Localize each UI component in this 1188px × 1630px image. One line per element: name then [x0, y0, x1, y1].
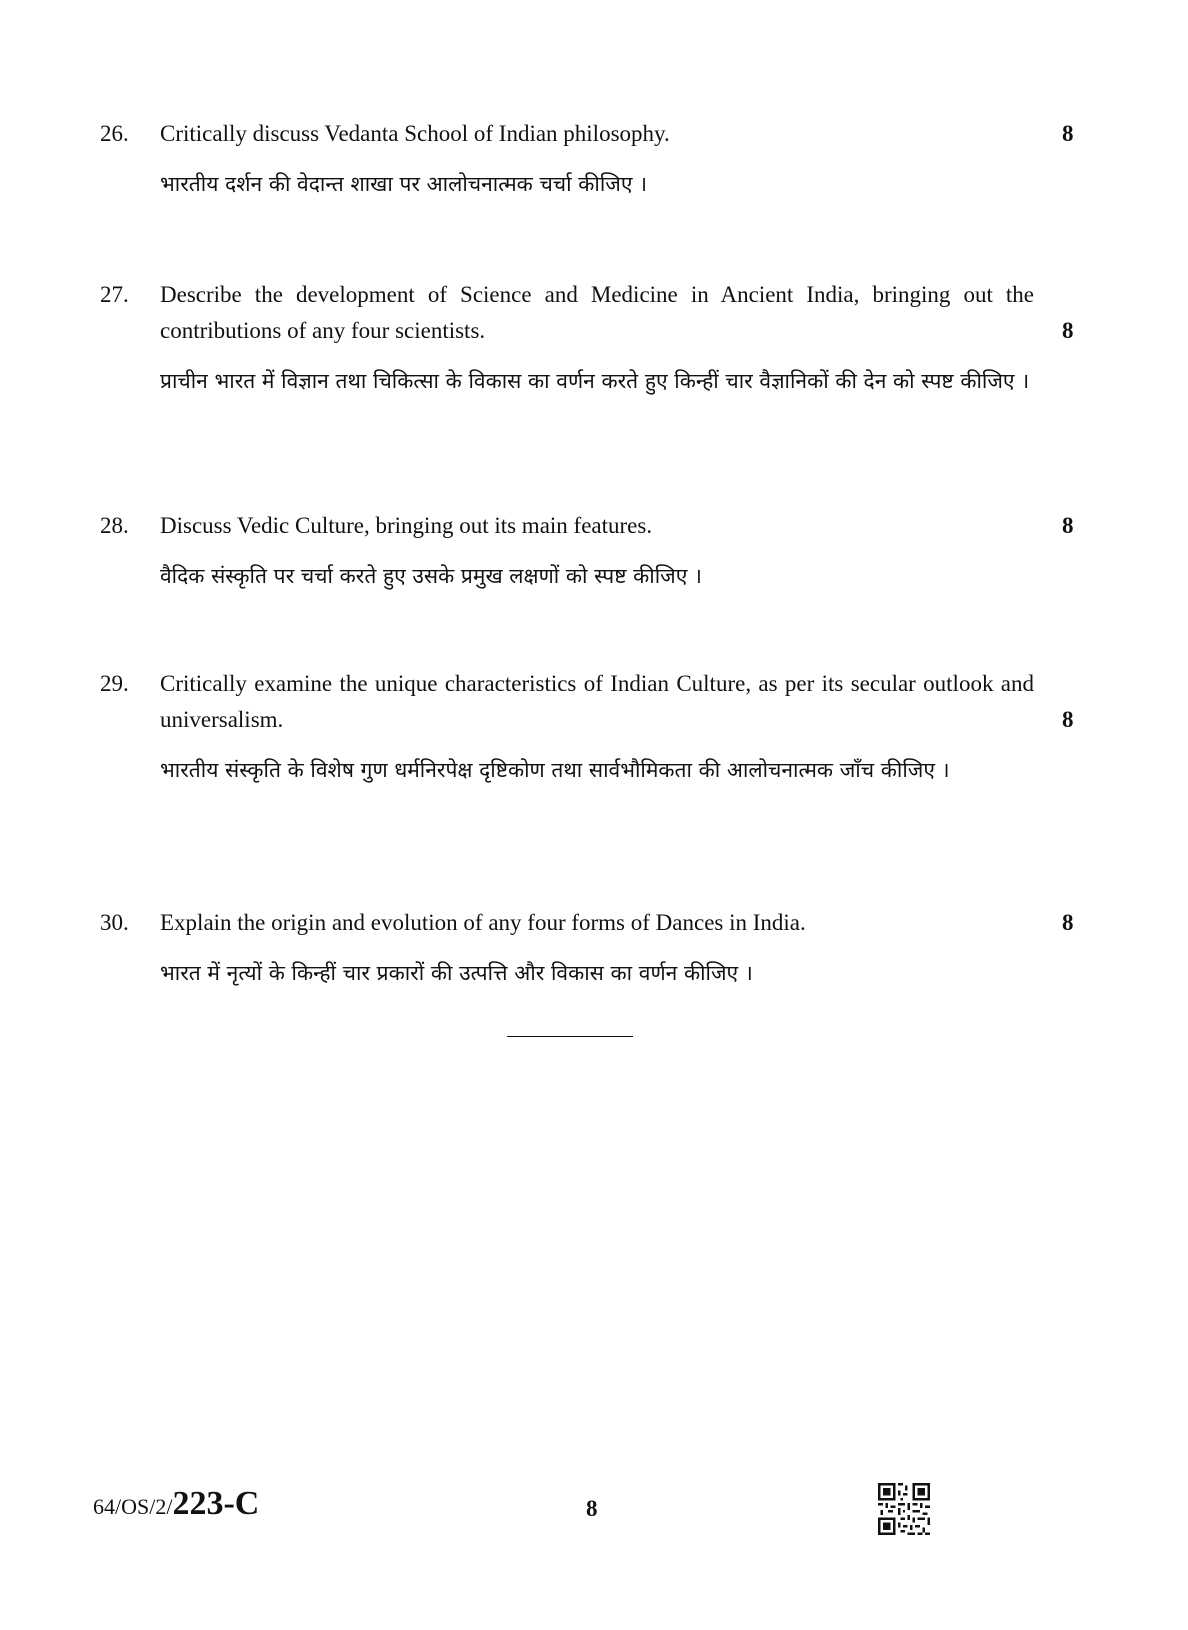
question-text-english: Critically discuss Vedanta School of Indian philosophy. — [160, 121, 670, 146]
question-text-english: Discuss Vedic Culture, bringing out its main features. — [160, 513, 653, 538]
end-of-paper-rule — [507, 1036, 633, 1037]
question-marks: 8 — [1062, 513, 1074, 538]
question-text-hindi: प्राचीन भारत में विज्ञान तथा चिकित्सा के विकास का वर्णन करते हुए किन्हीं चार वैज्ञानिकों की देन को स्पष्ट कीजिए । — [160, 369, 1030, 393]
question-body — [160, 508, 1034, 600]
question-body — [160, 116, 1034, 208]
question-text-hindi: भारतीय दर्शन की वेदान्त शाखा पर आलोचनात्मक चर्चा कीजिए । — [160, 172, 648, 196]
question-marks: 8 — [1062, 318, 1074, 343]
question-number: 30. — [100, 910, 129, 935]
question-text-english: Critically examine the unique characteristics of Indian Culture, as per its secular outlook and universalism. — [160, 671, 1034, 732]
question-number: 27. — [100, 282, 129, 307]
question-body — [160, 277, 1034, 405]
qr-code-icon — [878, 1483, 930, 1535]
question-number: 28. — [100, 513, 129, 538]
page-number: 8 — [586, 1496, 598, 1521]
question-text-english: Describe the development of Science and Medicine in Ancient India, bringing out the contributions of any four scientists. — [160, 282, 1034, 343]
question-text-hindi: भारतीय संस्कृति के विशेष गुण धर्मनिरपेक्ष दृष्टिकोण तथा सार्वभौमिकता की आलोचनात्मक जाँच कीजिए । — [160, 758, 950, 782]
question-number: 26. — [100, 121, 129, 146]
question-marks: 8 — [1062, 121, 1074, 146]
paper-code — [93, 1484, 259, 1527]
question-body — [160, 666, 1034, 794]
question-marks: 8 — [1062, 910, 1074, 935]
question-text-hindi: वैदिक संस्कृति पर चर्चा करते हुए उसके प्रमुख लक्षणों को स्पष्ट कीजिए । — [160, 564, 702, 588]
paper-code-prefix: 64/OS/2/ — [93, 1494, 173, 1519]
paper-code-suffix: 223-C — [172, 1485, 260, 1522]
question-marks: 8 — [1062, 707, 1074, 732]
question-text-english: Explain the origin and evolution of any four forms of Dances in India. — [160, 910, 806, 935]
question-number: 29. — [100, 671, 129, 696]
question-body — [160, 905, 1034, 997]
question-text-hindi: भारत में नृत्यों के किन्हीं चार प्रकारों की उत्पत्ति और विकास का वर्णन कीजिए । — [160, 961, 753, 985]
